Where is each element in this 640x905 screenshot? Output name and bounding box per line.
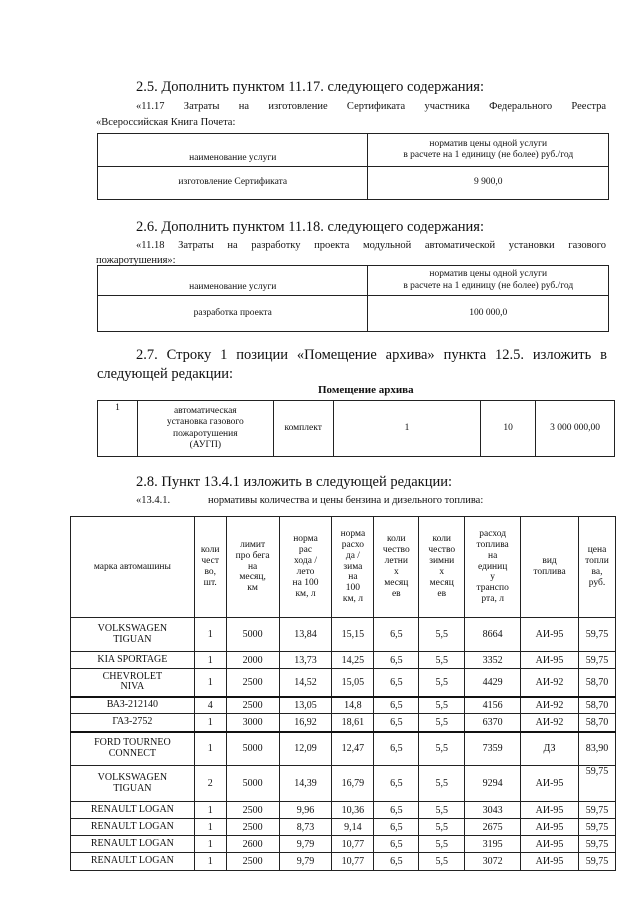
col-summer-l3: хода / — [294, 556, 317, 567]
summer-norm: 12,09 — [279, 732, 332, 766]
vehicle-brand-line: RENAULT LOGAN — [90, 837, 174, 849]
vehicle-qty: 1 — [194, 802, 226, 819]
fuel-type: ДЗ — [521, 732, 579, 766]
table-2-5 — [97, 133, 609, 200]
table-2-5-header — [98, 134, 609, 167]
fuel-type: АИ-92 — [521, 697, 579, 714]
col-summer-l4: лето — [296, 567, 315, 577]
col-qty-l1: коли — [200, 545, 220, 556]
fuel-price: 58,70 — [578, 714, 615, 732]
col-sm-l6: ев — [391, 588, 401, 599]
summer-months: 6,5 — [374, 732, 419, 766]
vehicle-qty: 2 — [194, 766, 226, 802]
vehicle-brand-line: VOLKSWAGEN — [97, 772, 168, 783]
vehicle-brand-line: ВАЗ-212140 — [106, 699, 159, 710]
section-2-7-heading-line2: следующей редакции: — [97, 366, 234, 382]
fuel-per-unit: 7359 — [465, 732, 521, 766]
vehicle-brand-line: NIVA — [120, 681, 145, 693]
col-summer-l6: км, л — [295, 588, 316, 599]
winter-months: 5,5 — [419, 669, 465, 697]
winter-norm: 10,77 — [332, 853, 374, 871]
vehicle-qty: 4 — [194, 697, 226, 714]
vehicle-brand — [71, 697, 195, 714]
fuel-type: АИ-95 — [521, 819, 579, 836]
col-pu-l6: транспо — [476, 583, 509, 594]
mileage-limit: 2500 — [226, 819, 279, 836]
winter-months: 5,5 — [419, 652, 465, 669]
fuel-norms-table — [70, 516, 616, 871]
service-price: 9 900,0 — [368, 167, 609, 200]
summer-months: 6,5 — [374, 652, 419, 669]
winter-months: 5,5 — [419, 766, 465, 802]
section-2-8-subhead-num: «13.4.1. — [136, 495, 171, 506]
fuel-price: 59,75 — [578, 853, 615, 871]
archive-price: 3 000 000,00 — [536, 401, 615, 457]
vehicle-qty: 1 — [194, 669, 226, 697]
summer-norm: 9,79 — [279, 836, 332, 853]
section-2-5-heading: 2.5. Дополнить пунктом 11.17. следующего содержания: — [136, 79, 484, 95]
winter-months: 5,5 — [419, 802, 465, 819]
col-fuel-l2: топлива — [533, 567, 566, 577]
winter-norm: 10,77 — [332, 836, 374, 853]
vehicle-brand — [71, 836, 195, 853]
service-name: разработка проекта — [98, 296, 368, 332]
col-fuel-price — [578, 517, 615, 618]
col-price-l4: руб. — [588, 577, 606, 588]
col-wm-l3: зимни — [429, 556, 455, 567]
vehicle-brand — [71, 652, 195, 669]
vehicle-row — [71, 853, 616, 871]
col-price-l2: топли — [585, 556, 609, 567]
archive-years: 10 — [481, 401, 536, 457]
vehicle-brand-line: CONNECT — [108, 747, 156, 759]
fuel-per-unit: 8664 — [465, 618, 521, 652]
table-2-7 — [97, 400, 615, 457]
col-limit-l4: месяц, — [239, 572, 266, 583]
col-wm-l5: месяц — [429, 577, 454, 588]
col-limit-l5: км — [247, 583, 258, 594]
col-fuel-l1: вид — [542, 556, 557, 567]
service-price: 100 000,0 — [368, 296, 609, 332]
fuel-price: 59,75 — [578, 652, 615, 669]
vehicle-brand-line: TIGUAN — [113, 782, 152, 794]
vehicle-brand-line: TIGUAN — [113, 633, 152, 645]
col-wm-l6: ев — [437, 588, 447, 599]
summer-months: 6,5 — [374, 714, 419, 732]
summer-norm: 8,73 — [279, 819, 332, 836]
archive-unit: комплект — [273, 401, 333, 457]
section-2-5-text-line2: «Всероссийская Книга Почета: — [96, 117, 236, 128]
col-brand: марка автомашины — [71, 517, 195, 618]
summer-norm: 9,96 — [279, 802, 332, 819]
col-price-norm-line2: в расчете на 1 единицу (не более) руб./год — [403, 150, 574, 160]
vehicle-brand — [71, 766, 195, 802]
col-winter-l4: зима — [343, 561, 363, 572]
section-2-8-subhead-text: нормативы количества и цены бензина и дизельного топлива: — [208, 495, 484, 506]
col-service-name: наименование услуги — [98, 266, 368, 296]
vehicle-brand-line: RENAULT LOGAN — [90, 820, 174, 832]
col-winter-norm — [332, 517, 374, 618]
fuel-per-unit: 2675 — [465, 819, 521, 836]
fuel-table-body — [71, 517, 616, 871]
fuel-price: 59,75 — [578, 618, 615, 652]
winter-months: 5,5 — [419, 618, 465, 652]
vehicle-brand — [71, 669, 195, 697]
vehicle-brand — [71, 618, 195, 652]
col-limit-l2: про бега — [235, 550, 270, 561]
col-winter-l3: да / — [345, 550, 360, 561]
mileage-limit: 2500 — [226, 853, 279, 871]
col-wm-l4: х — [439, 567, 445, 577]
winter-norm: 14,8 — [332, 697, 374, 714]
vehicle-brand-line: FORD TOURNEO — [94, 737, 171, 749]
col-summer-norm — [279, 517, 332, 618]
col-winter-l2: расхо — [341, 539, 364, 550]
summer-norm: 14,52 — [279, 669, 332, 697]
fuel-type: АИ-95 — [521, 836, 579, 853]
vehicle-qty: 1 — [194, 714, 226, 732]
vehicle-qty: 1 — [194, 618, 226, 652]
col-qty-l3: во, — [204, 567, 216, 577]
vehicle-qty: 1 — [194, 732, 226, 766]
col-pu-l4: единиц — [478, 561, 508, 572]
winter-norm: 15,15 — [332, 618, 374, 652]
col-sm-l1: коли — [387, 534, 406, 545]
mileage-limit: 2500 — [226, 802, 279, 819]
winter-months: 5,5 — [419, 836, 465, 853]
winter-months: 5,5 — [419, 853, 465, 871]
col-summer-l5: на 100 — [292, 577, 319, 588]
mileage-limit: 3000 — [226, 714, 279, 732]
fuel-per-unit: 4156 — [465, 697, 521, 714]
col-pu-l2: топлива — [476, 539, 509, 550]
section-2-6-text-line1: «11.18 Затраты на разработку проекта модульной автоматической установки газового — [136, 240, 606, 251]
col-qty-l2: чест — [201, 556, 220, 567]
summer-norm: 13,05 — [279, 697, 332, 714]
col-wm-l1: коли — [432, 534, 452, 545]
summer-norm: 9,79 — [279, 853, 332, 871]
archive-row — [98, 401, 615, 457]
vehicle-qty: 1 — [194, 819, 226, 836]
summer-months: 6,5 — [374, 669, 419, 697]
col-pu-l7: рта, л — [481, 594, 504, 605]
summer-months: 6,5 — [374, 697, 419, 714]
vehicle-row — [71, 732, 616, 766]
mileage-limit: 5000 — [226, 766, 279, 802]
summer-months: 6,5 — [374, 802, 419, 819]
vehicle-brand-line: RENAULT LOGAN — [90, 855, 174, 867]
service-name: изготовление Сертификата — [98, 167, 368, 200]
col-qty — [194, 517, 226, 618]
vehicle-row — [71, 618, 616, 652]
winter-norm: 9,14 — [332, 819, 374, 836]
col-sm-l5: месяц — [384, 577, 409, 588]
winter-months: 5,5 — [419, 714, 465, 732]
mileage-limit: 2600 — [226, 836, 279, 853]
col-price-norm-line2: в расчете на 1 единицу (не более) руб./год — [403, 280, 574, 291]
table-2-6-row — [98, 296, 609, 332]
col-price-l1: цена — [587, 545, 607, 556]
vehicle-row — [71, 697, 616, 714]
archive-item-name-line4: (АУГП) — [189, 439, 222, 450]
fuel-price: 59,75 — [578, 766, 615, 802]
mileage-limit: 2500 — [226, 669, 279, 697]
col-sm-l3: летни — [384, 556, 408, 567]
fuel-price: 59,75 — [578, 802, 615, 819]
summer-months: 6,5 — [374, 766, 419, 802]
vehicle-brand-line: CHEVROLET — [102, 670, 163, 682]
fuel-per-unit: 6370 — [465, 714, 521, 732]
col-wm-l2: чество — [428, 545, 456, 556]
summer-norm: 16,92 — [279, 714, 332, 732]
fuel-type: АИ-95 — [521, 766, 579, 802]
section-2-6-heading: 2.6. Дополнить пунктом 11.18. следующего содержания: — [136, 219, 484, 235]
col-price-l3: ва, — [591, 567, 603, 577]
col-limit-l3: на — [247, 561, 258, 572]
archive-item-name-line1: автоматическая — [173, 406, 237, 417]
col-pu-l3: на — [487, 550, 498, 561]
vehicle-row — [71, 819, 616, 836]
col-qty-l4: шт. — [203, 577, 217, 588]
vehicle-row — [71, 766, 616, 802]
vehicle-qty: 1 — [194, 836, 226, 853]
summer-months: 6,5 — [374, 618, 419, 652]
archive-row-num: 1 — [98, 401, 138, 457]
section-2-8-heading: 2.8. Пункт 13.4.1 изложить в следующей редакции: — [136, 474, 453, 490]
winter-months: 5,5 — [419, 819, 465, 836]
fuel-price: 59,75 — [578, 819, 615, 836]
fuel-table-header — [71, 517, 616, 618]
winter-norm: 12,47 — [332, 732, 374, 766]
vehicle-row — [71, 669, 616, 697]
archive-item-name-line3: пожаротушения — [173, 428, 238, 439]
vehicle-brand — [71, 819, 195, 836]
vehicle-brand — [71, 853, 195, 871]
col-price-norm — [368, 266, 609, 296]
table-2-6-header — [98, 266, 609, 296]
vehicle-qty: 1 — [194, 652, 226, 669]
fuel-type: АИ-95 — [521, 853, 579, 871]
vehicle-brand-line: KIA SPORTAGE — [97, 653, 168, 665]
winter-norm: 18,61 — [332, 714, 374, 732]
col-sm-l2: чество — [382, 545, 410, 556]
winter-norm: 14,25 — [332, 652, 374, 669]
fuel-price: 59,75 — [578, 836, 615, 853]
vehicle-qty: 1 — [194, 853, 226, 871]
col-pu-l1: расход — [479, 528, 507, 539]
fuel-per-unit: 3072 — [465, 853, 521, 871]
col-price-norm-line1: норматив цены одной услуги — [429, 138, 548, 149]
vehicle-brand — [71, 714, 195, 732]
col-winter-months — [419, 517, 465, 618]
mileage-limit: 5000 — [226, 732, 279, 766]
section-2-6-text-line2: пожаротушения»: — [96, 255, 176, 266]
fuel-per-unit: 3195 — [465, 836, 521, 853]
vehicle-brand-line: ГАЗ-2752 — [112, 716, 153, 727]
winter-norm: 15,05 — [332, 669, 374, 697]
summer-months: 6,5 — [374, 836, 419, 853]
fuel-type: АИ-92 — [521, 714, 579, 732]
mileage-limit: 5000 — [226, 618, 279, 652]
col-service-name: наименование услуги — [98, 134, 368, 167]
winter-norm: 10,36 — [332, 802, 374, 819]
col-winter-l1: норма — [340, 528, 366, 539]
fuel-type: АИ-92 — [521, 669, 579, 697]
mileage-limit: 2000 — [226, 652, 279, 669]
col-per-unit — [465, 517, 521, 618]
col-limit-l1: лимит — [240, 539, 266, 550]
fuel-per-unit: 4429 — [465, 669, 521, 697]
mileage-limit: 2500 — [226, 697, 279, 714]
fuel-price: 58,70 — [578, 669, 615, 697]
vehicle-row — [71, 714, 616, 732]
section-2-7-heading-line1: 2.7. Строку 1 позиции «Помещение архива» пункта 12.5. изложить в — [136, 347, 607, 363]
col-winter-l5: на — [348, 572, 358, 583]
fuel-type: АИ-95 — [521, 802, 579, 819]
section-2-5-text-line1: «11.17 Затраты на изготовление Сертификата участника Федерального Реестра — [136, 101, 606, 112]
archive-caption: Помещение архива — [318, 384, 414, 396]
col-winter-l6: 100 — [345, 583, 361, 594]
winter-months: 5,5 — [419, 732, 465, 766]
col-winter-l7: км, л — [342, 594, 363, 605]
fuel-per-unit: 9294 — [465, 766, 521, 802]
vehicle-row — [71, 836, 616, 853]
col-price-norm — [368, 134, 609, 167]
vehicle-row — [71, 652, 616, 669]
col-summer-months — [374, 517, 419, 618]
vehicle-brand-line: VOLKSWAGEN — [97, 623, 168, 634]
archive-item-name-line2: установка газового — [166, 417, 244, 428]
vehicle-brand-line: RENAULT LOGAN — [90, 803, 174, 815]
winter-norm: 16,79 — [332, 766, 374, 802]
summer-norm: 14,39 — [279, 766, 332, 802]
summer-norm: 13,84 — [279, 618, 332, 652]
winter-months: 5,5 — [419, 697, 465, 714]
col-limit — [226, 517, 279, 618]
table-2-5-row — [98, 167, 609, 200]
fuel-per-unit: 3043 — [465, 802, 521, 819]
fuel-type: АИ-95 — [521, 652, 579, 669]
col-price-norm-line1: норматив цены одной услуги — [429, 269, 548, 280]
col-pu-l5: у — [490, 572, 496, 583]
fuel-type: АИ-95 — [521, 618, 579, 652]
fuel-per-unit: 3352 — [465, 652, 521, 669]
fuel-price: 83,90 — [578, 732, 615, 766]
vehicle-row — [71, 802, 616, 819]
summer-norm: 13,73 — [279, 652, 332, 669]
vehicle-brand — [71, 732, 195, 766]
fuel-price: 58,70 — [578, 697, 615, 714]
table-2-6 — [97, 265, 609, 332]
vehicle-brand — [71, 802, 195, 819]
col-fuel-type — [521, 517, 579, 618]
archive-item-name — [137, 401, 273, 457]
col-summer-l1: норма — [293, 534, 318, 545]
summer-months: 6,5 — [374, 819, 419, 836]
col-sm-l4: х — [393, 567, 399, 577]
archive-qty: 1 — [333, 401, 481, 457]
col-summer-l2: рас — [298, 545, 313, 556]
summer-months: 6,5 — [374, 853, 419, 871]
